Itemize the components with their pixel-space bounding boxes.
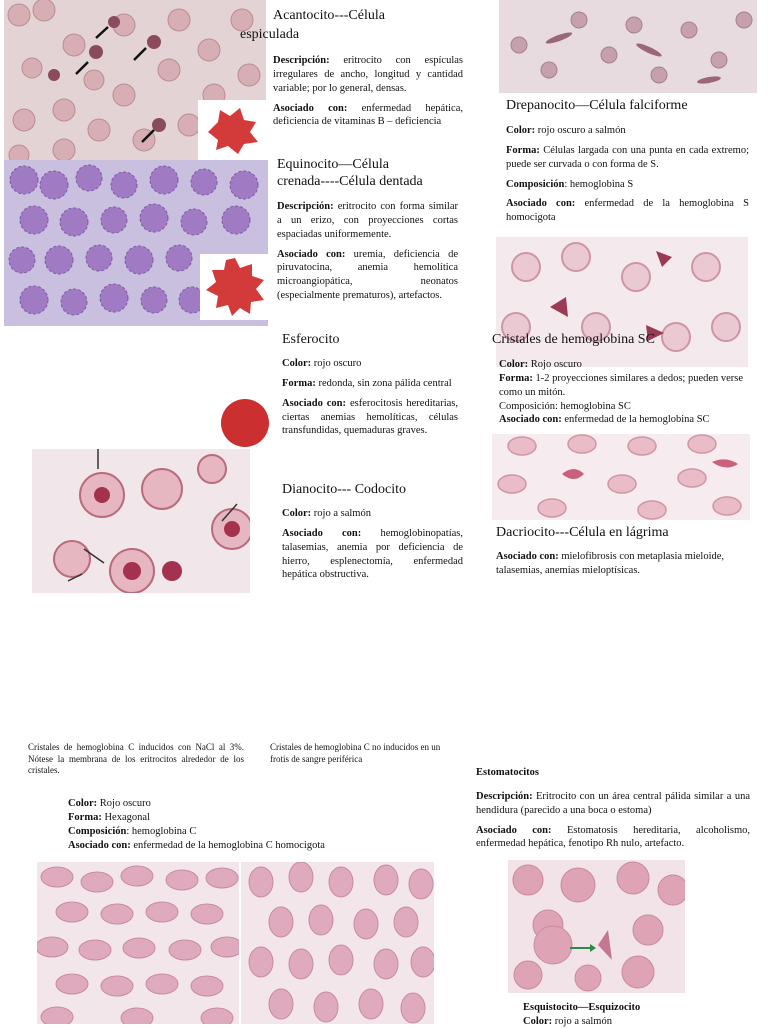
esquistocito-color: Color: rojo a salmón: [523, 1015, 612, 1027]
esferocito-color: Color: rojo oscuro: [282, 358, 362, 369]
cristales-sc-composition: Composición: hemoglobina SC: [499, 400, 631, 412]
dacriocito-associated: Asociado con: mielofibrosis con metaplasia mieloide, talasemias, anemias mieloptísicas.: [496, 551, 725, 576]
equinocito-description: Descripción: eritrocito con forma similar a un erizo, con proyecciones cortas espaciadas uniformemente.: [277, 201, 458, 240]
acantocito-title: [273, 8, 385, 25]
cristales-sc-shape: Forma: 1-2 proyecciones similares a dedos; pueden verse como un mitón.: [499, 372, 744, 398]
cristales-c-caption-right: Cristales de hemoglobina C no inducidos en un frotis de sangre periférica: [270, 742, 441, 764]
echinocyte-icon: [200, 254, 270, 320]
cristales-sc-title: Cristales de hemoglobina SC: [492, 332, 655, 347]
esquistocito-text: [523, 1001, 753, 1029]
drepanocito-title: Drepanocito—Célula falciforme: [506, 98, 688, 113]
drepanocito-shape: Forma: Células largada con una punta en cada extremo; puede ser curvada o con forma de S.: [506, 144, 749, 170]
dianocito-color: Color: rojo a salmón: [282, 508, 371, 519]
esquistocito-title: Esquistocito—Esquizocito: [523, 1002, 641, 1013]
drepanocito-color: Color: rojo oscuro a salmón: [506, 125, 626, 136]
dianocito-title: Dianocito--- Codocito: [282, 482, 407, 497]
cristales-sc-color: Color: Rojo oscuro: [499, 359, 582, 370]
estomatocitos-title: Estomatocitos: [476, 767, 539, 778]
cristales-c-color: Color: Rojo oscuro: [68, 798, 151, 809]
cristales-c-shape: Forma: Hexagonal: [68, 811, 150, 823]
esferocito-shape: Forma: redonda, sin zona pálida central: [282, 377, 452, 389]
estomatocitos-description: Descripción: Eritrocito con un área central pálida similar a una hendidura (parecido a una boca o estoma): [476, 790, 751, 816]
esferocito-text: [282, 357, 458, 444]
estomatocitos-text: [476, 766, 750, 857]
dianocito-micrograph: [32, 449, 250, 593]
acantocito-title-l2: espiculada: [240, 27, 300, 42]
acantocito-associated: Asociado con: enfermedad hepática, deficiencia de vitaminas B – deficiencia: [273, 102, 463, 128]
cristales-c-micrograph-left: [37, 862, 239, 1024]
dianocito-text: [282, 507, 463, 588]
drepanocito-associated: Asociado con: enfermedad de la hemoglobina S homocigota: [506, 198, 750, 224]
dianocito-associated: Asociado con: hemoglobinopatías, talasemias, anemia por deficiencia de hierro, esplenectomía, enfermedad hepática obstructiva.: [282, 527, 463, 581]
drepanocito-micrograph: [499, 0, 757, 93]
estomatocitos-associated: Asociado con: Estomatosis hereditaria, alcoholismo, enfermedad hepática, fenotipo Rh nulo, artefacto.: [476, 824, 750, 850]
esferocito-title: Esferocito: [282, 332, 340, 347]
cristales-sc-associated: Asociado con: enfermedad de la hemoglobina SC: [499, 414, 710, 426]
esferocito-associated: Asociado con: esferocitosis hereditarias, ciertas anemias hemolíticas, células transfundidas, quemaduras graves.: [282, 397, 458, 437]
esquistocito-micrograph: [508, 860, 685, 993]
equinocito-text: [277, 200, 458, 309]
cristales-c-micrograph-right: [241, 862, 434, 1024]
cristales-c-text: [68, 797, 408, 852]
cristales-c-caption-left: Cristales de hemoglobina C inducidos con NaCl al 3%. Nótese la membrana de los eritrocitos alrededor de los cristales.: [28, 742, 244, 776]
equinocito-title: Equinocito—Célula crenada----Célula dentada: [277, 157, 423, 189]
equinocito-associated: Asociado con: uremia, deficiencia de piruvatocina, anemia hemolítica microangiopática, neonatos (especialmente prematuros), artefactos.: [277, 248, 458, 302]
acantocito-text: [273, 54, 463, 142]
drepanocito-composition: Composición: hemoglobina S: [506, 178, 634, 190]
spherocyte-icon: [218, 397, 272, 449]
acantocito-description: Descripción: eritrocito con espículas irregulares de ancho, longitud y cantidad variable; por lo general, densas.: [273, 55, 463, 94]
drepanocito-text: [506, 124, 749, 231]
cristales-c-composition: Composición: hemoglobina C: [68, 825, 197, 837]
cristales-c-associated: Asociado con: enfermedad de la hemoglobina C homocigota: [68, 839, 325, 851]
acantocito-title-line1: Acantocito---Célula: [273, 8, 385, 23]
acanthocyte-icon: [198, 100, 266, 160]
dacriocito-micrograph: [492, 434, 750, 520]
cristales-sc-text: [499, 358, 745, 427]
dacriocito-text: [496, 550, 750, 584]
dacriocito-title: Dacriocito---Célula en lágrima: [496, 525, 669, 540]
